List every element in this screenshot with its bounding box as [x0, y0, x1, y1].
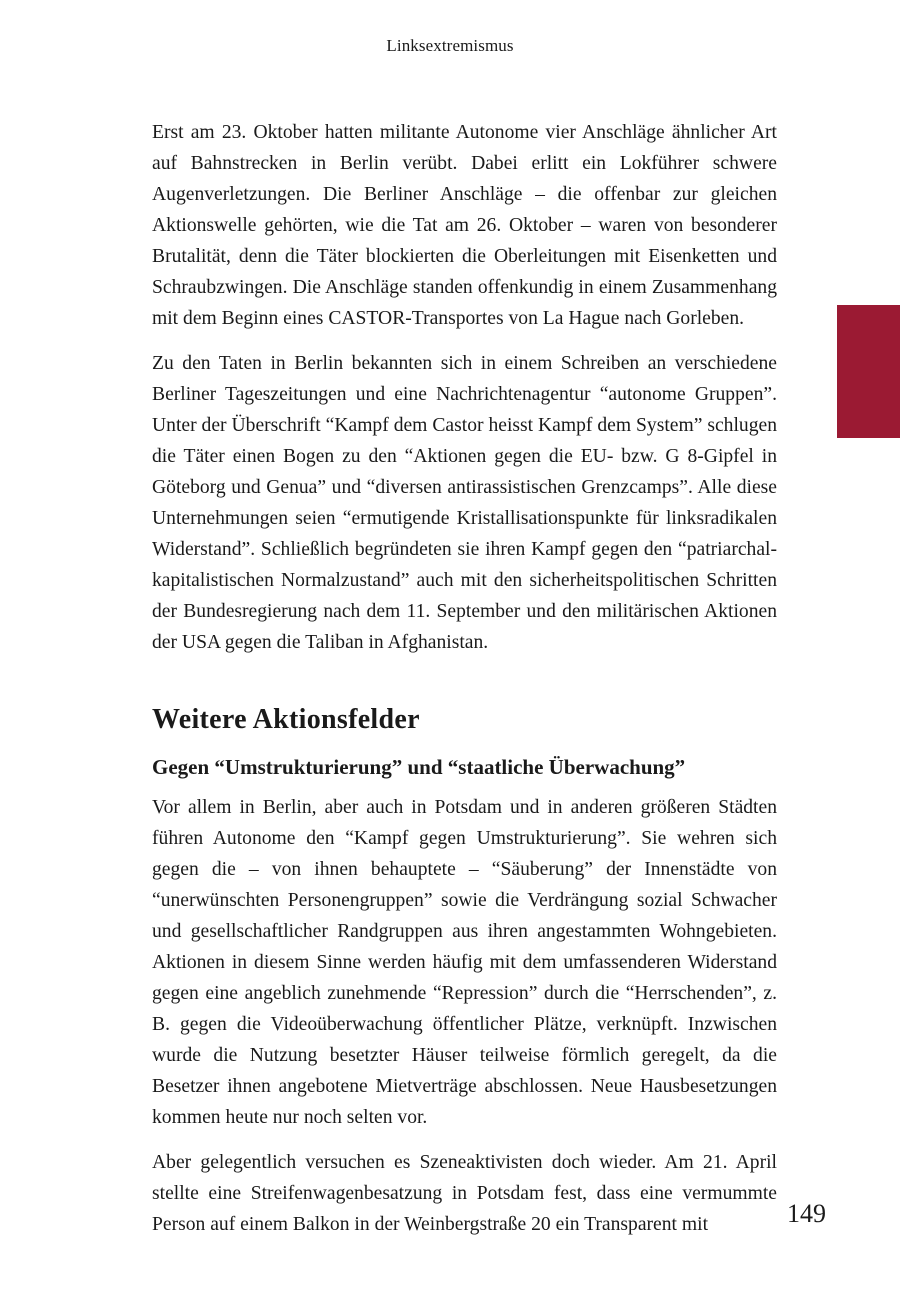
- subsection-heading: Gegen “Umstrukturierung” und “staatliche Überwachung”: [152, 755, 686, 779]
- body-paragraph: Zu den Taten in Berlin bekannten sich in einem Schreiben an verschiedene Berliner Tageszeitungen und eine Nachrichtenagentur “autonome Gruppen”. Unter der Überschrift “Kampf dem Castor heisst Kampf dem System” schlugen die Täter einen Bogen zu den “Aktionen gegen die EU- bzw. G 8-Gipfel in Göteborg und Genua” und “diversen antirassistischen Grenzcamps”. Alle diese Unternehmungen seien “ermutigende Kristallisationspunkte für linksradikalen Widerstand”. Schließlich begründeten sie ihren Kampf gegen den “patriarchal-kapitalistischen Normalzustand” auch mit den sicherheitspolitischen Schritten der Bundesregierung nach dem 11. September und den militärischen Aktionen der USA gegen die Taliban in Afghanistan.: [152, 353, 777, 653]
- running-head: Linksextremismus: [386, 36, 514, 55]
- page-content: [152, 117, 777, 1240]
- body-paragraph: Aber gelegentlich versuchen es Szeneaktivisten doch wieder. Am 21. April stellte eine Streifenwagenbesatzung in Potsdam fest, dass eine vermummte Person auf einem Balkon in der Weinbergstraße 20 ein Transparent mit: [152, 1152, 777, 1235]
- body-paragraph: Vor allem in Berlin, aber auch in Potsdam und in anderen größeren Städten führen Autonome den “Kampf gegen Umstrukturierung”. Sie wehren sich gegen die – von ihnen behauptete – “Säuberung” der Innenstädte von “unerwünschten Personengruppen” sowie die Verdrängung sozial Schwacher und gesellschaftlicher Randgruppen aus ihren angestammten Wohngebieten. Aktionen in diesem Sinne werden häufig mit dem umfassenderen Widerstand gegen eine angeblich zunehmende “Repression” durch die “Herrschenden”, z. B. gegen die Videoüberwachung öffentlicher Plätze, verknüpft. Inzwischen wurde die Nutzung besetzter Häuser teilweise förmlich geregelt, da die Besetzer ihnen angebotene Mietverträge abschlossen. Neue Hausbesetzungen kommen heute nur noch selten vor.: [152, 797, 777, 1128]
- section-heading: Weitere Aktionsfelder: [152, 704, 420, 735]
- page-number: 149: [787, 1199, 826, 1228]
- chapter-side-tab: [837, 305, 900, 438]
- body-paragraph: Erst am 23. Oktober hatten militante Autonome vier Anschläge ähnlicher Art auf Bahnstrecken in Berlin verübt. Dabei erlitt ein Lokführer schwere Augenverletzungen. Die Berliner Anschläge – die offenbar zur gleichen Aktionswelle gehörten, wie die Tat am 26. Oktober – waren von besonderer Brutalität, denn die Täter blockierten die Oberleitungen mit Eisenketten und Schraubzwingen. Die Anschläge standen offenkundig in einem Zusammenhang mit dem Beginn eines CASTOR-Transportes von La Hague nach Gorleben.: [152, 122, 777, 329]
